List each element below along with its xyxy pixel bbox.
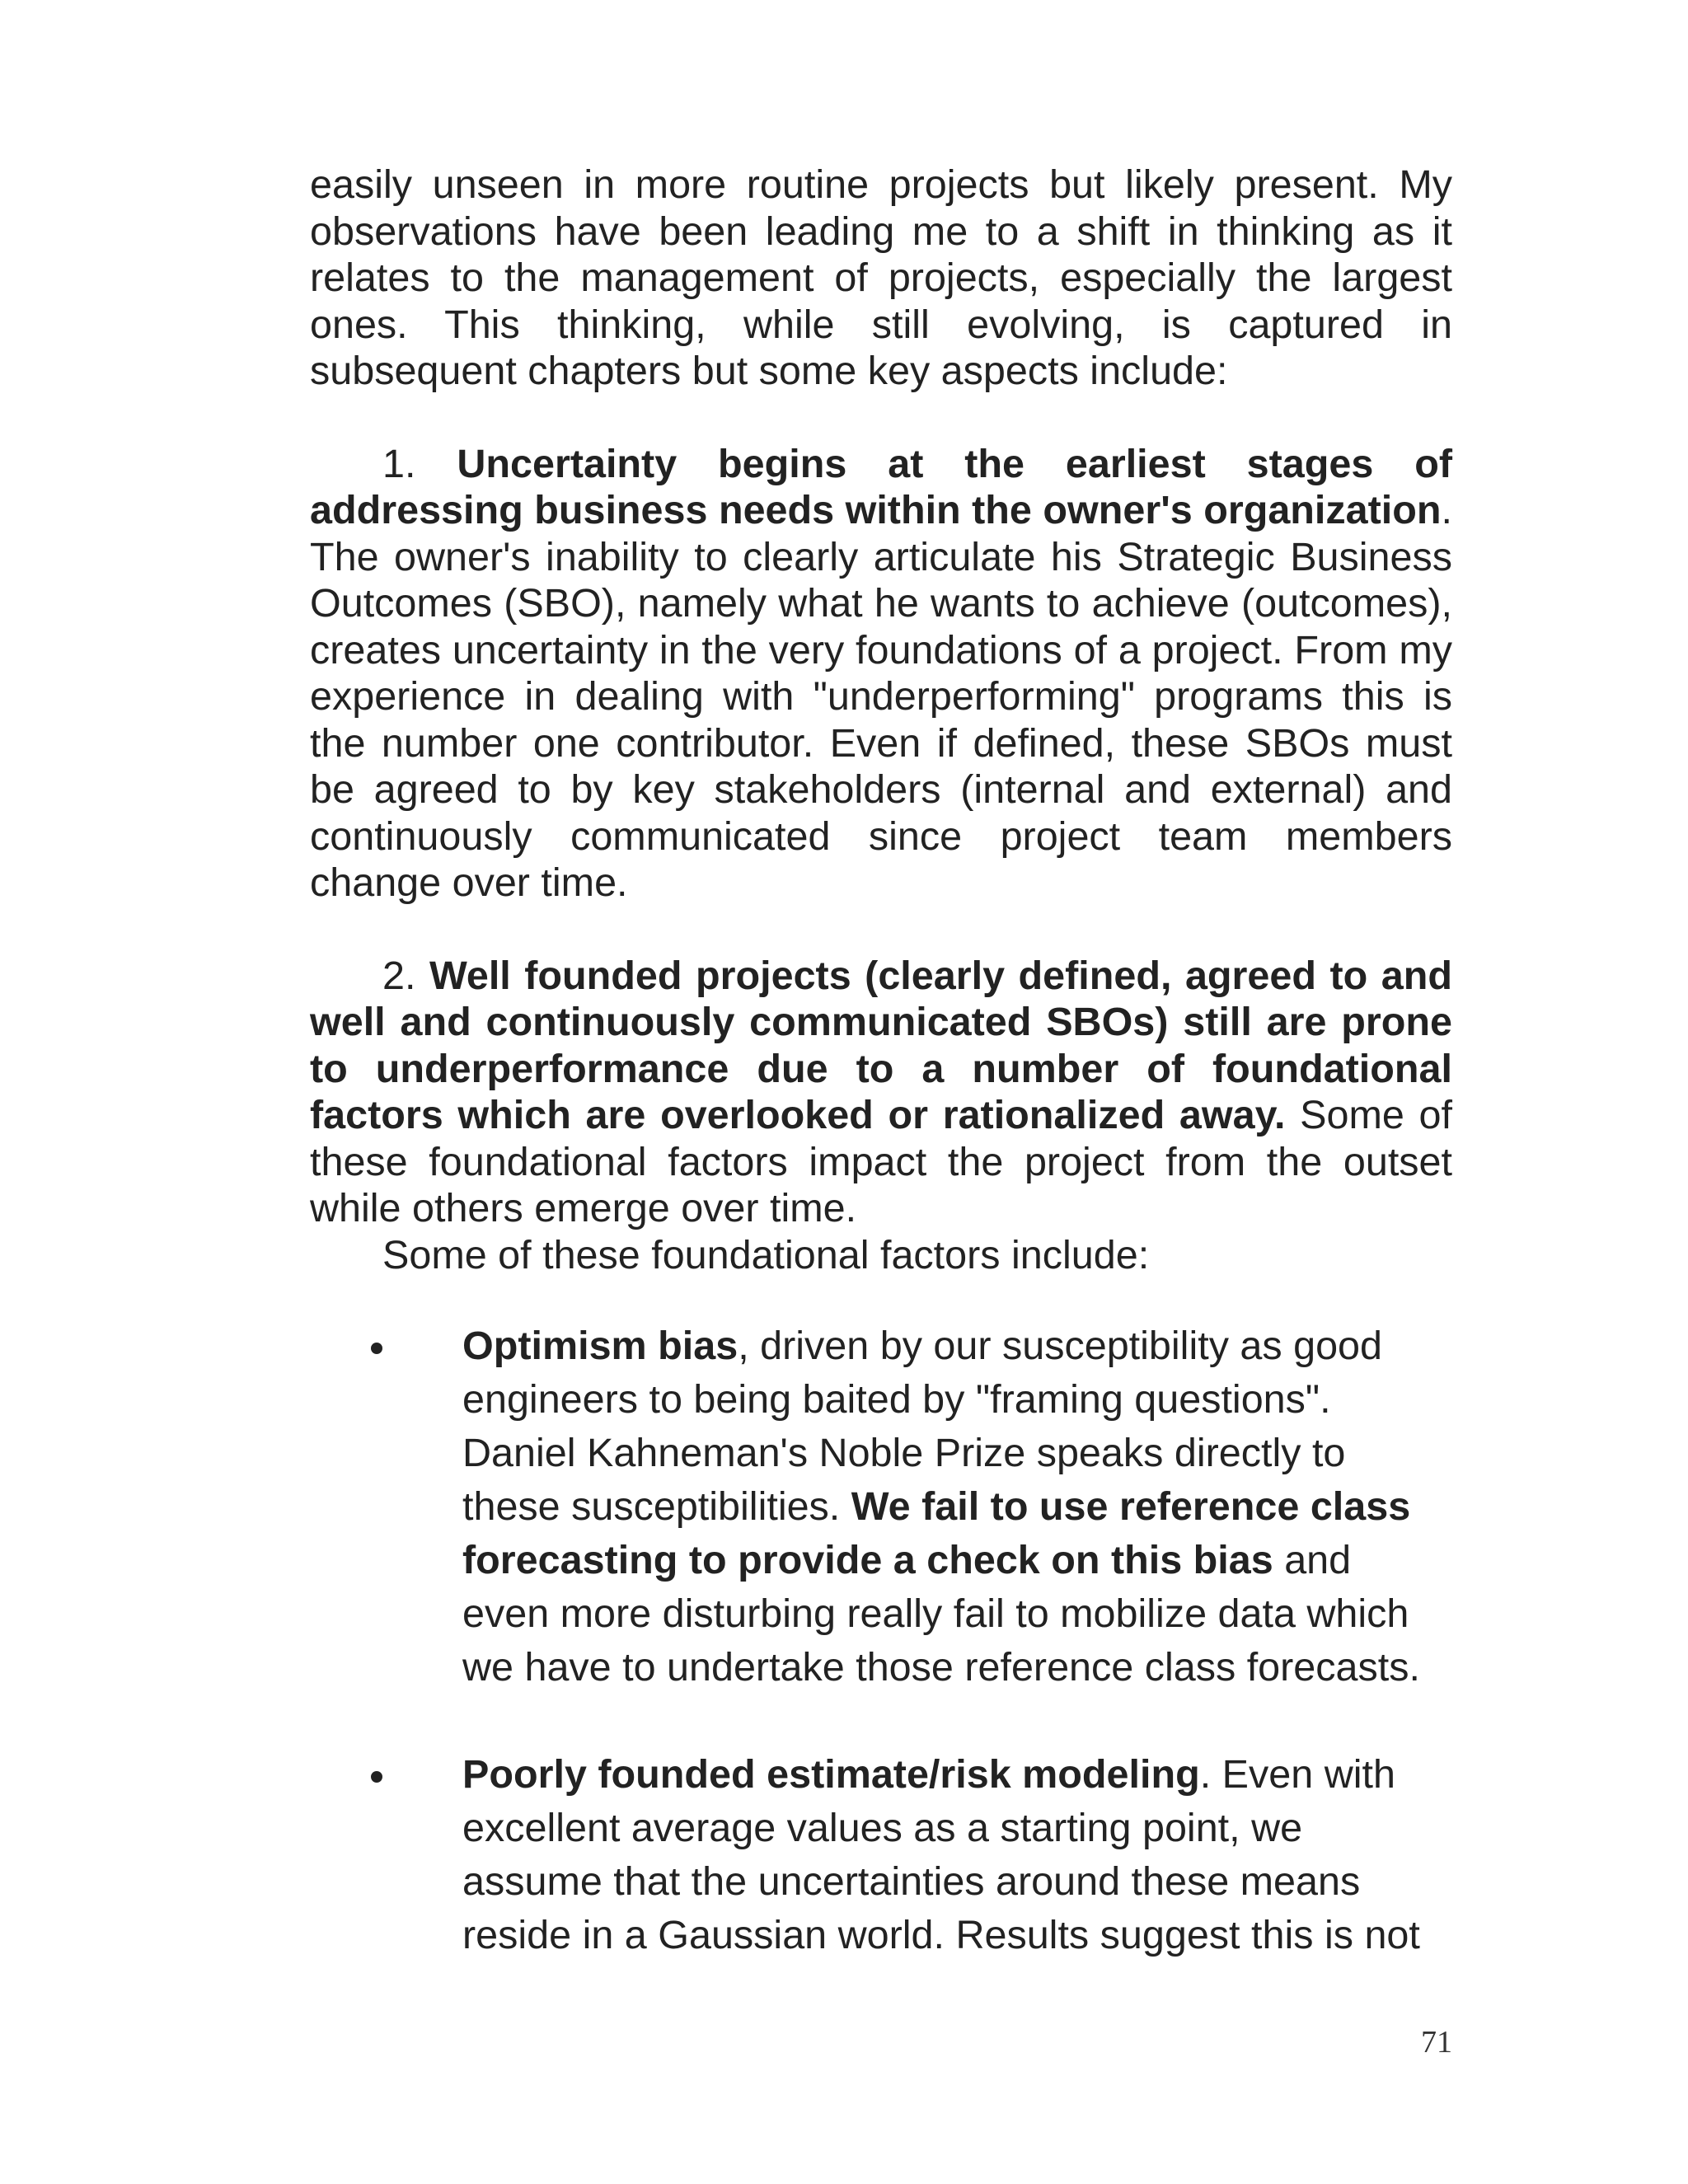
factors-list — [310, 1319, 1452, 1962]
point-1-heading: Uncertainty begins at the earliest stages of addressing business needs within the owner's organization — [310, 441, 1452, 532]
point-1-paragraph — [310, 441, 1452, 907]
intro-paragraph: easily unseen in more routine projects but likely present. My observations have been leading me to a shift in thinking as it relates to the management of projects, especially the largest ones. This thinking, while still evolving, is captured in subsequent chapters but some key aspects include: — [310, 162, 1452, 393]
factor-1-title: Optimism bias — [462, 1324, 738, 1368]
text-column — [310, 162, 1452, 1962]
bullet-icon — [371, 1343, 382, 1354]
point-2-number: 2. — [382, 953, 416, 998]
point-2-body: Some of these foundational factors impact the project from the outset while others emerge over time. — [310, 1093, 1452, 1230]
factor-1-text-b: and even more disturbing really fail to mobilize data which we have to undertake those reference class forecasts. — [462, 1538, 1420, 1690]
point-1-number: 1. — [382, 441, 416, 486]
bullet-icon — [371, 1771, 382, 1783]
point-2-heading: Well founded projects (clearly defined, agreed to and well and continuously communicated SBOs) still are prone to underperformance due to a number of foundational factors which are overlooked or rationalized away. — [310, 953, 1452, 1137]
factor-1-emphasis: We fail to use reference class forecasting to provide a check on this bias — [462, 1484, 1411, 1582]
list-item — [310, 1319, 1447, 1694]
factors-intro: Some of these foundational factors include: — [382, 1232, 1150, 1277]
list-item — [310, 1748, 1447, 1962]
factor-1-text-a: , driven by our susceptibility as good engineers to being baited by "framing questions". Daniel Kahneman's Noble Prize speaks directly to these susceptibilities. — [462, 1324, 1383, 1529]
factor-2-text-a: . Even with excellent average values as a starting point, we assume that the uncertainties around these means reside in a Gaussian world. Results suggest this is not — [462, 1752, 1420, 1957]
point-2-paragraph — [310, 953, 1452, 1232]
point-1-body: . The owner's inability to clearly articulate his Strategic Business Outcomes (SBO), namely what he wants to achieve (outcomes), creates uncertainty in the very foundations of a project. From my experience in dealing with "underperforming" programs this is the number one contributor. Even if defined, these SBOs must be agreed to by key stakeholders (internal and external) and continuously communicated since project team members change over time. — [310, 488, 1452, 905]
page-number: 71 — [1421, 2025, 1452, 2060]
factor-2-title: Poorly founded estimate/risk modeling — [462, 1752, 1200, 1797]
